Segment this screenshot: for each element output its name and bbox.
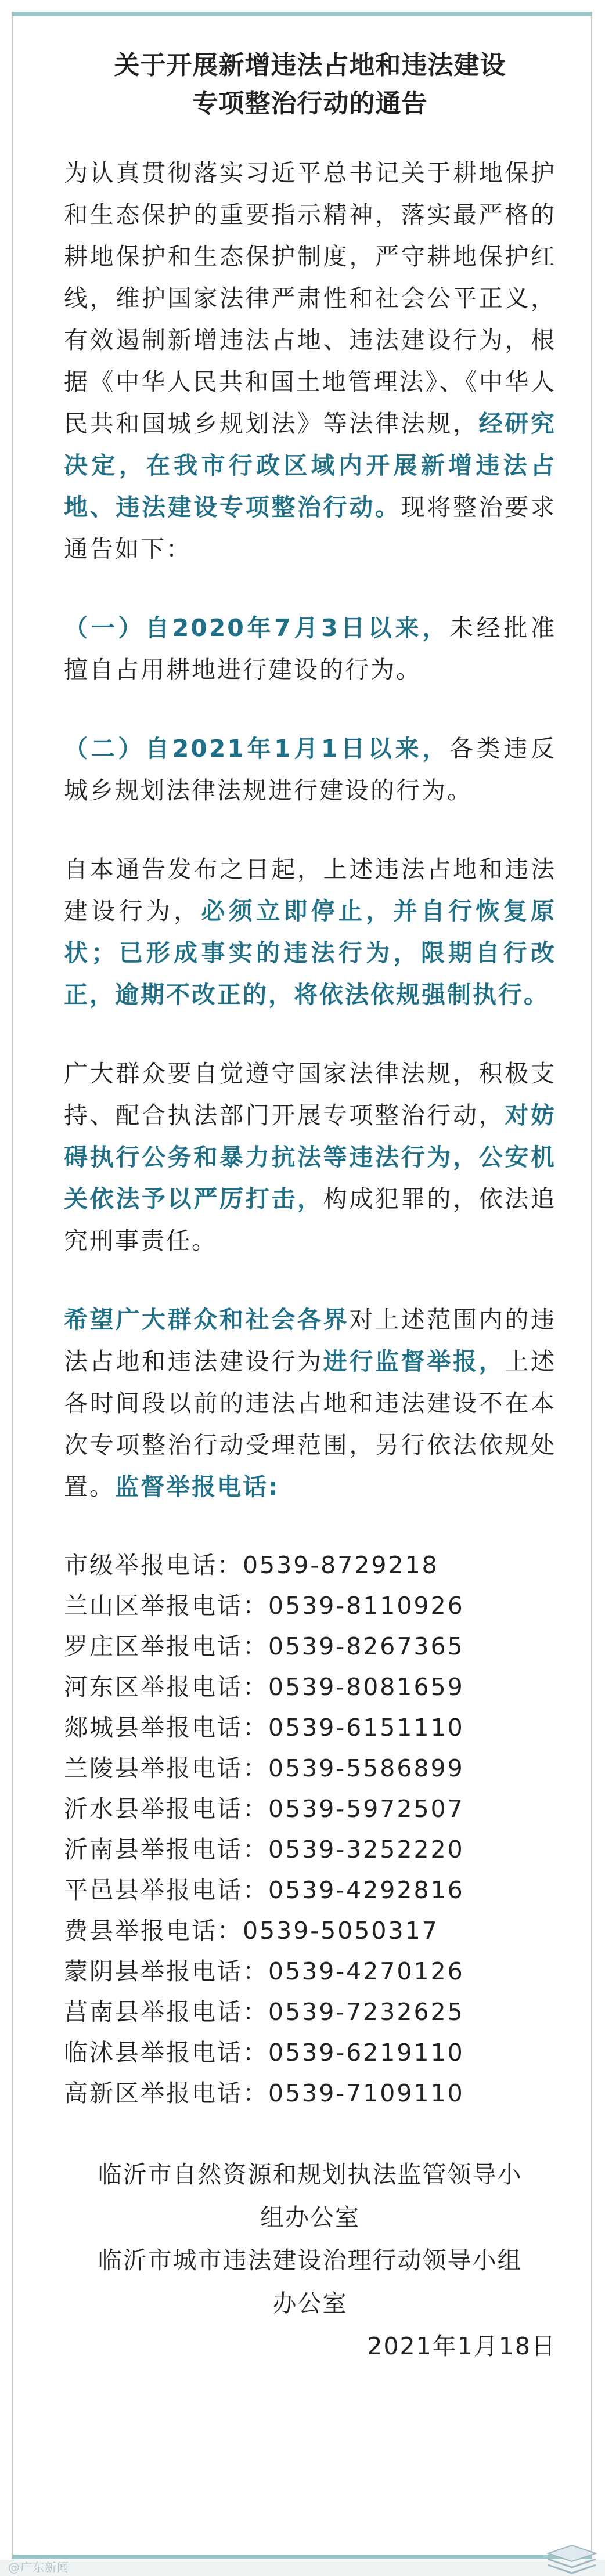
signature-org-1-line-1: 临沂市自然资源和规划执法监管领导小 (98, 2160, 523, 2188)
intro-text: 为认真贯彻落实习近平总书记关于耕地保护和生态保护的重要指示精神，落实最严格的耕地保护和生态保护制度，严守耕地保护红线，维护国家法律严肃性和社会公平正义，有效遏制新增违法占地、违法建设行为，根据《中华人民共和国土地管理法》、《中华人民共和国城乡规划法》等法律法规， (64, 159, 556, 438)
title-line-2: 专项整治行动的通告 (192, 89, 428, 118)
paragraph-item-2 (64, 728, 556, 811)
paragraph-requirements (64, 848, 556, 1016)
hotline-row: 兰陵县举报电话：0539-5586899 (64, 1754, 464, 1782)
hotline-row: 莒南县举报电话：0539-7232625 (64, 1998, 464, 2026)
title-line-1: 关于开展新增违法占地和违法建设 (114, 50, 506, 80)
item-1-date-highlight: （一）自2020年7月3日以来， (64, 614, 449, 642)
signature-block (64, 2154, 556, 2367)
public-text-after: 构成犯罪的，依法追究刑事责任。 (64, 1185, 557, 1255)
reporting-highlight-1: 希望广大群众和社会各界 (64, 1306, 350, 1334)
public-highlight: 对妨碍执行公务和暴力抗法等违法行为，公安机关依法予以严厉打击， (64, 1101, 557, 1213)
notice-title (64, 46, 556, 123)
item-2-date-highlight: （二）自2021年1月1日以来， (64, 735, 449, 763)
hotline-row: 兰山区举报电话：0539-8110926 (64, 1592, 464, 1620)
intro-closing: 现将整治要求通告如下： (64, 493, 557, 563)
intro-decision-highlight: 经研究决定，在我市行政区域内开展新增违法占地、违法建设专项整治行动。 (64, 410, 557, 521)
paragraph-reporting (64, 1299, 556, 1508)
item-1-text: 未经批准擅自占用耕地进行建设的行为。 (64, 614, 556, 684)
reporting-text-2: 上述各时间段以前的违法占地和违法建设不在本次专项整治行动受理范围，另行依法依规处置。 (64, 1347, 557, 1501)
watermark-text: @广东新闻 (8, 2560, 69, 2574)
item-2-text: 各类违反城乡规划法律法规进行建设的行为。 (64, 735, 556, 804)
reporting-highlight-2: 进行监督举报， (323, 1347, 505, 1375)
notice-content (64, 39, 556, 2367)
hotline-row: 罗庄区举报电话：0539-8267365 (64, 1632, 464, 1660)
hotline-row: 沂南县举报电话：0539-3252220 (64, 1836, 464, 1863)
hotline-list (64, 1545, 556, 2113)
hotline-row: 沂水县举报电话：0539-5972507 (64, 1795, 464, 1823)
hotline-row: 市级举报电话：0539-8729218 (64, 1551, 439, 1579)
reporting-hotline-label: 监督举报电话: (115, 1473, 280, 1501)
reporting-text-1: 对上述范围内的违法占地和违法建设行为 (64, 1306, 557, 1375)
hotline-row: 平邑县举报电话：0539-4292816 (64, 1876, 464, 1904)
hotline-row: 蒙阴县举报电话：0539-4270126 (64, 1957, 464, 1985)
hotline-row: 费县举报电话：0539-5050317 (64, 1917, 439, 1945)
hotline-row: 高新区举报电话：0539-7109110 (64, 2079, 464, 2107)
hotline-row: 河东区举报电话：0539-8081659 (64, 1673, 464, 1701)
paragraph-public (64, 1053, 556, 1262)
hotline-row: 郯城县举报电话：0539-6151110 (64, 1714, 464, 1742)
bottom-strip (0, 2560, 605, 2576)
signature-org-2-line-2: 办公室 (272, 2289, 348, 2317)
public-text-before: 广大群众要自觉遵守国家法律法规，积极支持、配合执法部门开展专项整治行动， (64, 1060, 556, 1129)
signature-date: 2021年1月18日 (367, 2332, 556, 2360)
signature-org-1-line-2: 组办公室 (260, 2203, 360, 2231)
paragraph-intro (64, 152, 556, 570)
hotline-row: 临沭县举报电话：0539-6219110 (64, 2039, 464, 2066)
notice-frame (12, 12, 592, 2559)
layers-icon (546, 2544, 598, 2575)
signature-org-2-line-1: 临沂市城市违法建设治理行动领导小组 (98, 2246, 523, 2274)
requirements-highlight: 必须立即停止，并自行恢复原状；已形成事实的违法行为，限期自行改正，逾期不改正的，将依法依规强制执行。 (64, 897, 557, 1009)
requirements-text: 自本通告发布之日起，上述违法占地和违法建设行为， (64, 855, 556, 925)
paragraph-item-1 (64, 607, 556, 691)
